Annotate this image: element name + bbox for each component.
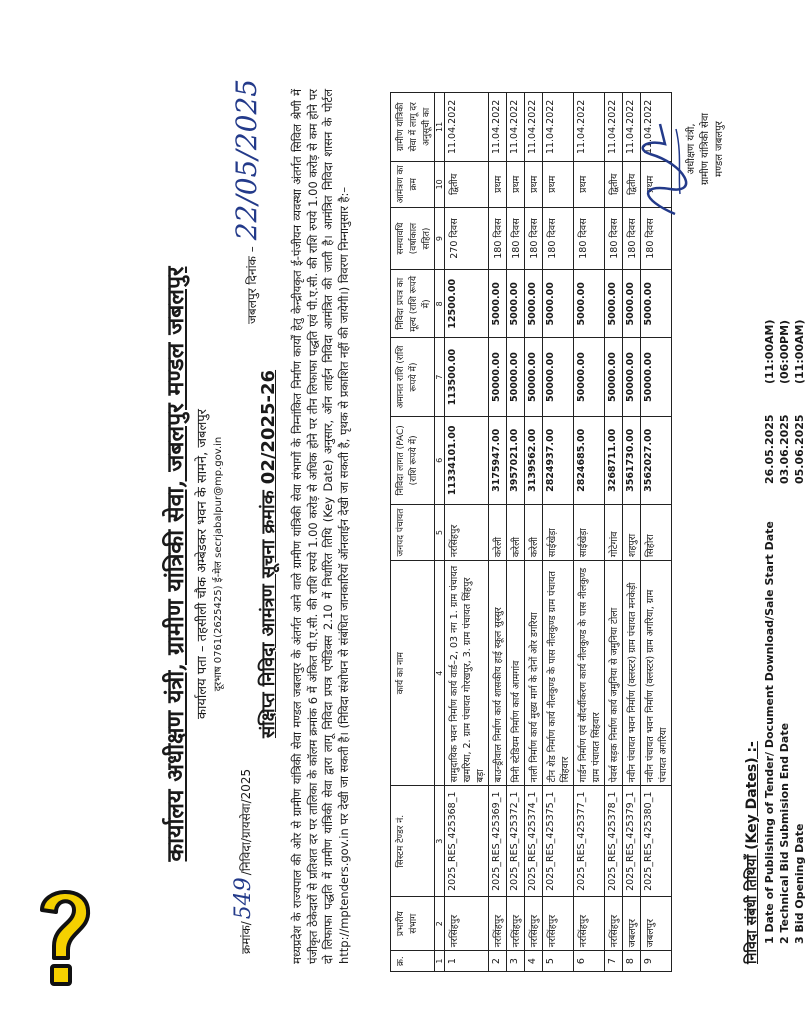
cell-call: द्वितीय bbox=[605, 161, 623, 207]
table-row bbox=[543, 93, 574, 972]
ref-handwritten-number: 549 bbox=[231, 877, 256, 920]
cell-call: प्रथम bbox=[525, 161, 543, 207]
key-date-label: 1 Date of Publishing of Tender/ Document Download/Sale Start Date bbox=[763, 521, 776, 944]
date-label: जबलपुर दिनांक – bbox=[245, 246, 259, 324]
index-cell: 5 bbox=[435, 505, 445, 561]
cell-period: 180 दिवस bbox=[525, 207, 543, 269]
col-header-janpad: जनपद पंचायत bbox=[391, 505, 435, 561]
index-cell: 2 bbox=[435, 897, 445, 951]
key-dates-values bbox=[762, 414, 807, 484]
cell-period: 180 दिवस bbox=[489, 207, 507, 269]
cell-sno: 1 bbox=[445, 951, 489, 972]
col-header-call: आमंत्रण का क्रम bbox=[391, 161, 435, 207]
col-header-tender-no: सिस्टम टेण्डर नं. bbox=[391, 786, 435, 897]
cell-call: द्वितीय bbox=[623, 161, 641, 207]
cell-tender-no: 2025_RES_425372_1 bbox=[507, 786, 525, 897]
signatory-title: अधीक्षण यंत्री, bbox=[686, 123, 697, 175]
cell-period: 180 दिवस bbox=[623, 207, 641, 269]
cell-janpad: करेली bbox=[507, 505, 525, 561]
cell-fee: 5000.00 bbox=[525, 270, 543, 338]
key-dates-heading: निविदा संबंधी तिथियाँ (Key Dates) :- bbox=[744, 741, 760, 964]
cell-janpad: साईखेड़ा bbox=[574, 505, 605, 561]
cell-call: प्रथम bbox=[507, 161, 525, 207]
cell-tender-no: 2025_RES_425375_1 bbox=[543, 786, 574, 897]
cell-period: 180 दिवस bbox=[543, 207, 574, 269]
cell-sno: 2 bbox=[489, 951, 507, 972]
col-header-sno: क्र. bbox=[391, 951, 435, 972]
table-row bbox=[641, 93, 672, 972]
cell-tender-no: 2025_RES_425374_1 bbox=[525, 786, 543, 897]
cell-sno: 3 bbox=[507, 951, 525, 972]
cell-tender-no: 2025_RES_425379_1 bbox=[623, 786, 641, 897]
index-cell: 10 bbox=[435, 161, 445, 207]
cell-fee: 5000.00 bbox=[641, 270, 672, 338]
key-dates-labels bbox=[762, 521, 807, 944]
cell-tender-no: 2025_RES_425369_1 bbox=[489, 786, 507, 897]
cell-janpad: नरसिंहपुर bbox=[445, 505, 489, 561]
cell-sor: 11.04.2022 bbox=[489, 93, 507, 162]
cell-call: प्रथम bbox=[543, 161, 574, 207]
table-row bbox=[574, 93, 605, 972]
cell-sno: 5 bbox=[543, 951, 574, 972]
index-cell: 7 bbox=[435, 338, 445, 416]
cell-janpad: साईखेड़ा bbox=[543, 505, 574, 561]
cell-work-name: बाउन्ड्रीवाल निर्माण कार्य शासकीय हाई स्कूल सुस्सुर bbox=[489, 561, 507, 786]
cell-tender-no: 2025_RES_425378_1 bbox=[605, 786, 623, 897]
cell-work-name: सामुदायिक भवन निर्माण कार्य वार्ड–2, 03 नग 1. ग्राम पंचायत खमरिया, 2. ग्राम पंचायत गोरखपुर, 3. ग्राम पंचायत सिंहपुर बड़ा bbox=[445, 561, 489, 786]
signatory-office: मण्डल जबलपुर bbox=[714, 121, 725, 177]
table-row bbox=[525, 93, 543, 972]
cell-division: जबलपुर bbox=[641, 897, 672, 951]
cell-sor: 11.04.2022 bbox=[445, 93, 489, 162]
cell-period: 180 दिवस bbox=[641, 207, 672, 269]
col-header-sor: ग्रामीण यांत्रिकी सेवा में लागू दर अनुसूची का bbox=[391, 93, 435, 162]
question-mark-icon bbox=[28, 880, 100, 992]
cell-janpad: करेली bbox=[525, 505, 543, 561]
cell-emd: 50000.00 bbox=[525, 338, 543, 416]
cell-emd: 50000.00 bbox=[574, 338, 605, 416]
cell-period: 180 दिवस bbox=[574, 207, 605, 269]
cell-division: नरसिंहपुर bbox=[605, 897, 623, 951]
cell-work-name: मिनी स्टेडियम निर्माण कार्य आमगांव bbox=[507, 561, 525, 786]
cell-fee: 5000.00 bbox=[489, 270, 507, 338]
key-date-time: (11:00AM) bbox=[793, 319, 806, 384]
date-handwritten: 22/05/2025 bbox=[230, 78, 263, 241]
cell-pac: 3562027.00 bbox=[641, 416, 672, 504]
cell-division: नरसिंहपुर bbox=[489, 897, 507, 951]
cell-fee: 5000.00 bbox=[605, 270, 623, 338]
cell-janpad: करेली bbox=[489, 505, 507, 561]
cell-sno: 8 bbox=[623, 951, 641, 972]
cell-emd: 50000.00 bbox=[641, 338, 672, 416]
index-cell: 3 bbox=[435, 786, 445, 897]
key-date-label: 2 Technical Bid Submision End Date bbox=[778, 722, 791, 944]
table-row bbox=[507, 93, 525, 972]
cell-janpad: शहपुरा bbox=[623, 505, 641, 561]
cell-call: प्रथम bbox=[489, 161, 507, 207]
key-date-time: (06:00PM) bbox=[778, 319, 791, 384]
reference-number bbox=[231, 769, 256, 954]
cell-emd: 50000.00 bbox=[623, 338, 641, 416]
cell-work-name: नवीन पंचायत भवन निर्माण (क्लस्टर) ग्राम अगरिया, ग्राम पंचायत अगरिया bbox=[641, 561, 672, 786]
cell-pac: 3268711.00 bbox=[605, 416, 623, 504]
tender-table bbox=[390, 92, 672, 972]
cell-sno: 6 bbox=[574, 951, 605, 972]
col-header-pac: निविदा लागत (PAC) (राशि रूपये में) bbox=[391, 416, 435, 504]
table-row bbox=[489, 93, 507, 972]
cell-sno: 7 bbox=[605, 951, 623, 972]
cell-emd: 50000.00 bbox=[507, 338, 525, 416]
cell-sor: 11.04.2022 bbox=[641, 93, 672, 162]
key-date-label: 3 Bid Opening Date bbox=[793, 823, 806, 944]
table-index-row bbox=[435, 93, 445, 972]
index-cell: 4 bbox=[435, 561, 445, 786]
cell-period: 180 दिवस bbox=[507, 207, 525, 269]
key-date-value: 03.06.2025 bbox=[778, 414, 791, 484]
col-header-work-name: कार्य का नाम bbox=[391, 561, 435, 786]
table-header-row bbox=[391, 93, 435, 972]
cell-work-name: पेवर्स सड़क निर्माण कार्य जमुनिया से जमुनिया टोला bbox=[605, 561, 623, 786]
cell-pac: 2824937.00 bbox=[543, 416, 574, 504]
cell-work-name: नाली निर्माण कार्य मुख्य मार्ग के दोनों ओर डगरिया bbox=[525, 561, 543, 786]
col-header-fee: निविदा प्रपत्र का मूल्य (राशि रूपये में) bbox=[391, 270, 435, 338]
cell-janpad: सिहोरा bbox=[641, 505, 672, 561]
cell-janpad: गोटेगांव bbox=[605, 505, 623, 561]
index-cell: 9 bbox=[435, 207, 445, 269]
key-dates-times bbox=[762, 319, 807, 384]
cell-fee: 5000.00 bbox=[623, 270, 641, 338]
index-cell: 8 bbox=[435, 270, 445, 338]
cell-sor: 11.04.2022 bbox=[525, 93, 543, 162]
cell-fee: 5000.00 bbox=[574, 270, 605, 338]
col-header-emd: अमानत राशि (राशि रूपये में) bbox=[391, 338, 435, 416]
cell-emd: 113500.00 bbox=[445, 338, 489, 416]
cell-division: नरसिंहपुर bbox=[445, 897, 489, 951]
cell-emd: 50000.00 bbox=[543, 338, 574, 416]
cell-pac: 3561730.00 bbox=[623, 416, 641, 504]
cell-sor: 11.04.2022 bbox=[507, 93, 525, 162]
cell-fee: 5000.00 bbox=[507, 270, 525, 338]
cell-sno: 9 bbox=[641, 951, 672, 972]
cell-tender-no: 2025_RES_425377_1 bbox=[574, 786, 605, 897]
cell-sor: 11.04.2022 bbox=[623, 93, 641, 162]
cell-work-name: नवीन पंचायत भवन निर्माण (क्लस्टर) ग्राम पंचायत मनकेड़ी bbox=[623, 561, 641, 786]
col-header-period: समयावधि (वर्षाकाल सहित) bbox=[391, 207, 435, 269]
ref-prefix: क्रमांक/ bbox=[239, 921, 253, 954]
cell-call: द्वितीय bbox=[445, 161, 489, 207]
index-cell: 6 bbox=[435, 416, 445, 504]
cell-sno: 4 bbox=[525, 951, 543, 972]
key-date-value: 05.06.2025 bbox=[793, 414, 806, 484]
cell-emd: 50000.00 bbox=[489, 338, 507, 416]
cell-division: नरसिंहपुर bbox=[525, 897, 543, 951]
cell-period: 180 दिवस bbox=[605, 207, 623, 269]
office-title: कार्यालय अधीक्षण यंत्री, ग्रामीण यांत्रिकी सेवा, जबलपुर मण्डल जबलपुर bbox=[162, 266, 189, 862]
table-row bbox=[623, 93, 641, 972]
office-address: कार्यालय पता – तहसीली चौक अम्बेडकर भवन के सामने, जबलपुर bbox=[195, 409, 210, 719]
notice-paragraph: मध्यप्रदेश के राज्यपाल की ओर से ग्रामीण यांत्रिकी सेवा मण्डल जबलपुर के अंतर्गत आने वाले ग्रामीण यांत्रिकी सेवा संभागों के निम्नांकित निर्माण कार्यों हेतु केन्द्रीयकृत ई-पंजीयन व्यवस्था अंतर्गत सिविल श्रेणी में पंजीकृत ठेकेदारों से प्रतिशत दर पर तालिका के कॉलम क्रमांक 6 में अंकित पी.ए.सी. की राशि रुपये 1.00 करोड़ से अधिक होने पर तीन लिफाफा पद्धति एवं पी.ए.सी. की राशि रुपये 1.00 करोड़ से कम होने पर दो लिफाफा पद्धति में ग्रामीण यांत्रिकी सेवा द्वारा लागू निविदा प्रपत्र एपेंडिक्स 2.10 में निर्धारित तिथि (Key Date) अनुसार, ऑन लाईन निविदा आमंत्रित की जाती है। आमंत्रित निविदा शासन के पोर्टल http://mptenders.gov.in पर देखी जा सकती है। (निविदा संशोधन से संबंधित जानकारियॉ ऑनलाईन देखी जा सकती है, पृथक से प्रकाशित नहीं की जायेगी।) विवरण निम्नानुसार है:– bbox=[290, 89, 351, 964]
cell-division: नरसिंहपुर bbox=[543, 897, 574, 951]
cell-pac: 3139562.00 bbox=[525, 416, 543, 504]
cell-sor: 11.04.2022 bbox=[605, 93, 623, 162]
cell-fee: 12500.00 bbox=[445, 270, 489, 338]
cell-call: प्रथम bbox=[641, 161, 672, 207]
col-header-division: प्रभारीय संभाग bbox=[391, 897, 435, 951]
cell-division: जबलपुर bbox=[623, 897, 641, 951]
cell-fee: 5000.00 bbox=[543, 270, 574, 338]
signatory-department: ग्रामीण यांत्रिकी सेवा bbox=[700, 112, 711, 186]
table-row bbox=[605, 93, 623, 972]
office-contact: दूरभाष 0761(2625425) ई-मेल secrjabalpur@mp.gov.in bbox=[213, 436, 224, 692]
cell-period: 270 दिवस bbox=[445, 207, 489, 269]
table-row bbox=[445, 93, 489, 972]
cell-emd: 50000.00 bbox=[605, 338, 623, 416]
cell-division: नरसिंहपुर bbox=[574, 897, 605, 951]
cell-work-name: टीन शेड निर्माण कार्य नीलकुण्ड के पास नीलकुण्ड ग्राम पंचायत सिंहवार bbox=[543, 561, 574, 786]
signature-block bbox=[685, 74, 727, 224]
cell-pac: 3175947.00 bbox=[489, 416, 507, 504]
ref-suffix: /निविदा/ग्रायसेवा/2025 bbox=[239, 768, 253, 876]
cell-pac: 11334101.00 bbox=[445, 416, 489, 504]
cell-sor: 11.04.2022 bbox=[574, 93, 605, 162]
cell-work-name: गार्डन निर्माण एवं सौंदर्यीकरण कार्य नीलकुण्ड के पास नीलकुण्ड ग्राम पंचायत सिंहवार bbox=[574, 561, 605, 786]
key-date-value: 26.05.2025 bbox=[763, 414, 776, 484]
cell-tender-no: 2025_RES_425380_1 bbox=[641, 786, 672, 897]
signature-scrawl-icon bbox=[630, 114, 690, 224]
cell-call: प्रथम bbox=[574, 161, 605, 207]
cell-division: नरसिंहपुर bbox=[507, 897, 525, 951]
key-date-time: (11:00AM) bbox=[763, 319, 776, 384]
cell-pac: 3957021.00 bbox=[507, 416, 525, 504]
index-cell: 1 bbox=[435, 951, 445, 972]
cell-tender-no: 2025_RES_425368_1 bbox=[445, 786, 489, 897]
notice-title: संक्षिप्त निविदा आमंत्रण सूचना क्रमांक 02/2025-26 bbox=[258, 369, 279, 739]
cell-pac: 2824685.00 bbox=[574, 416, 605, 504]
index-cell: 11 bbox=[435, 93, 445, 162]
cell-sor: 11.04.2022 bbox=[543, 93, 574, 162]
